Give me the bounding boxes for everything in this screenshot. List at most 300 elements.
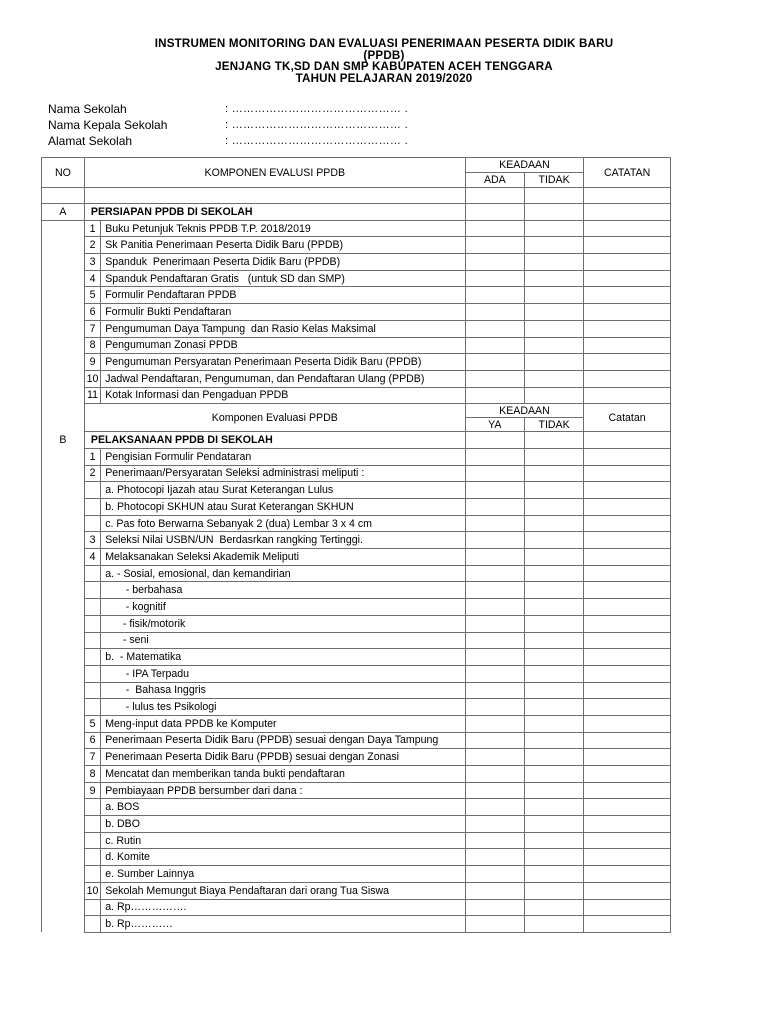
checkbox-cell-no[interactable] [524, 549, 583, 566]
section-column-cell [42, 404, 85, 432]
notes-cell[interactable] [584, 699, 671, 716]
checkbox-cell-no[interactable] [524, 632, 583, 649]
section-column-cell [42, 799, 85, 816]
checkbox-cell-no[interactable] [524, 220, 583, 237]
item-number: 2 [84, 465, 100, 482]
table-row [42, 254, 671, 271]
item-number: 4 [84, 549, 100, 566]
section-column-cell [42, 337, 85, 354]
checkbox-cell-no[interactable] [524, 715, 583, 732]
item-text: Pengumuman Daya Tampung dan Rasio Kelas Maksimal [101, 320, 466, 337]
section-column-cell [42, 354, 85, 371]
checkbox-cell-yes[interactable] [465, 766, 524, 783]
notes-cell[interactable] [584, 732, 671, 749]
item-number: 1 [84, 220, 100, 237]
table-row [42, 270, 671, 287]
table-row [42, 782, 671, 799]
item-text: - Bahasa Inggris [101, 682, 466, 699]
table-row [42, 599, 671, 616]
checkbox-cell-yes[interactable] [465, 370, 524, 387]
item-number: 5 [84, 287, 100, 304]
item-number [84, 682, 100, 699]
section-column-cell [42, 749, 85, 766]
checkbox-cell-no[interactable] [524, 732, 583, 749]
item-text: a. BOS [101, 799, 466, 816]
item-text: b. - Matematika [101, 649, 466, 666]
item-text: b. Rp………… [101, 916, 466, 933]
checkbox-cell-no[interactable] [524, 649, 583, 666]
checkbox-cell-no[interactable] [524, 254, 583, 271]
section-column-cell [42, 832, 85, 849]
notes-cell[interactable] [584, 916, 671, 933]
section-column-cell [42, 882, 85, 899]
item-number: 8 [84, 337, 100, 354]
section-column-cell [42, 732, 85, 749]
item-text: Kotak Informasi dan Pengaduan PPDB [101, 387, 466, 404]
section-b-letter: B [42, 432, 85, 449]
table-row [42, 916, 671, 933]
item-text: a. - Sosial, emosional, dan kemandirian [101, 565, 466, 582]
notes-cell[interactable] [584, 682, 671, 699]
section-column-cell [42, 615, 85, 632]
item-number [84, 482, 100, 499]
table-header-row [42, 158, 671, 173]
notes-cell[interactable] [584, 816, 671, 833]
checkbox-cell-yes[interactable] [465, 632, 524, 649]
table-row [42, 665, 671, 682]
ident-value: : ……………………………………… . [225, 119, 408, 131]
checkbox-cell-yes[interactable] [465, 354, 524, 371]
item-number [84, 849, 100, 866]
header-b-ya: YA [465, 418, 524, 432]
table-row [42, 866, 671, 883]
ident-label: Nama Kepala Sekolah [48, 118, 168, 132]
item-number [84, 599, 100, 616]
notes-cell[interactable] [584, 499, 671, 516]
section-b-title: PELAKSANAAN PPDB DI SEKOLAH [84, 432, 465, 449]
item-text: Meng-input data PPDB ke Komputer [101, 715, 466, 732]
item-text: Jadwal Pendaftaran, Pengumuman, dan Pendaftaran Ulang (PPDB) [101, 370, 466, 387]
item-text: c. Pas foto Berwarna Sebanyak 2 (dua) Lembar 3 x 4 cm [101, 515, 466, 532]
table-row [42, 582, 671, 599]
checkbox-cell-yes[interactable] [465, 882, 524, 899]
item-text: d. Komite [101, 849, 466, 866]
table-row [42, 632, 671, 649]
checkbox-cell-no[interactable] [524, 866, 583, 883]
header-b-komponen: Komponen Evaluasi PPDB [84, 404, 465, 432]
table-header-row-b [42, 404, 671, 418]
checkbox-cell-yes[interactable] [465, 699, 524, 716]
item-text: Formulir Pendaftaran PPDB [101, 287, 466, 304]
item-text: b. Photocopi SKHUN atau Surat Keterangan SKHUN [101, 499, 466, 516]
header-tidak: TIDAK [524, 173, 583, 188]
title-line-4: TAHUN PELAJARAN 2019/2020 [295, 71, 473, 85]
section-column-cell [42, 766, 85, 783]
checkbox-cell-no[interactable] [524, 615, 583, 632]
table-row [42, 732, 671, 749]
section-column-cell [42, 715, 85, 732]
header-b-keadaan: KEADAAN [465, 404, 583, 418]
section-a-header [42, 204, 671, 221]
checkbox-cell-yes[interactable] [465, 832, 524, 849]
item-number: 7 [84, 749, 100, 766]
section-column-cell [42, 699, 85, 716]
notes-cell[interactable] [584, 270, 671, 287]
title-line-2: (PPDB) [363, 48, 405, 62]
table-row [42, 799, 671, 816]
checkbox-cell-yes[interactable] [465, 465, 524, 482]
checkbox-cell-yes[interactable] [465, 549, 524, 566]
notes-cell[interactable] [584, 849, 671, 866]
item-text: a. Photocopi Ijazah atau Surat Keterangan Lulus [101, 482, 466, 499]
item-text: b. DBO [101, 816, 466, 833]
item-text: Sk Panitia Penerimaan Peserta Didik Baru (PPDB) [101, 237, 466, 254]
blank-row [42, 188, 671, 204]
section-column-cell [42, 370, 85, 387]
notes-cell[interactable] [584, 866, 671, 883]
section-a-letter: A [42, 204, 85, 221]
notes-cell[interactable] [584, 882, 671, 899]
notes-cell[interactable] [584, 354, 671, 371]
item-number: 10 [84, 370, 100, 387]
notes-cell[interactable] [584, 304, 671, 321]
section-column-cell [42, 482, 85, 499]
checkbox-cell-no[interactable] [524, 565, 583, 582]
header-ada: ADA [465, 173, 524, 188]
item-number [84, 632, 100, 649]
table-row [42, 499, 671, 516]
table-row [42, 766, 671, 783]
item-text: Seleksi Nilai USBN/UN Berdasrkan rangking Tertinggi. [101, 532, 466, 549]
item-number [84, 832, 100, 849]
item-number [84, 899, 100, 916]
item-text: Penerimaan Peserta Didik Baru (PPDB) sesuai dengan Daya Tampung [101, 732, 466, 749]
section-column-cell [42, 287, 85, 304]
section-column-cell [42, 782, 85, 799]
notes-cell[interactable] [584, 715, 671, 732]
checkbox-cell-yes[interactable] [465, 304, 524, 321]
item-number: 3 [84, 532, 100, 549]
checkbox-cell-yes[interactable] [465, 565, 524, 582]
table-row [42, 715, 671, 732]
item-text: Sekolah Memungut Biaya Pendaftaran dari orang Tua Siswa [101, 882, 466, 899]
checkbox-cell-no[interactable] [524, 816, 583, 833]
notes-cell[interactable] [584, 532, 671, 549]
item-number [84, 582, 100, 599]
checkbox-cell-yes[interactable] [465, 320, 524, 337]
checkbox-cell-yes[interactable] [465, 782, 524, 799]
notes-cell[interactable] [584, 599, 671, 616]
checkbox-cell-no[interactable] [524, 882, 583, 899]
checkbox-cell-no[interactable] [524, 287, 583, 304]
notes-cell[interactable] [584, 287, 671, 304]
item-number: 9 [84, 354, 100, 371]
notes-cell[interactable] [584, 766, 671, 783]
notes-cell[interactable] [584, 615, 671, 632]
checkbox-cell-no[interactable] [524, 304, 583, 321]
item-text: - kognitif [101, 599, 466, 616]
evaluation-table-body [42, 158, 671, 933]
section-b-header [42, 432, 671, 449]
table-row [42, 465, 671, 482]
checkbox-cell-no[interactable] [524, 766, 583, 783]
item-text: Penerimaan/Persyaratan Seleksi administrasi meliputi : [101, 465, 466, 482]
section-column-cell [42, 270, 85, 287]
checkbox-cell-no[interactable] [524, 916, 583, 933]
table-row [42, 832, 671, 849]
item-text: Melaksanakan Seleksi Akademik Meliputi [101, 549, 466, 566]
notes-cell[interactable] [584, 320, 671, 337]
checkbox-cell-yes[interactable] [465, 254, 524, 271]
section-column-cell [42, 465, 85, 482]
checkbox-cell-no[interactable] [524, 849, 583, 866]
table-row [42, 532, 671, 549]
item-number: 4 [84, 270, 100, 287]
checkbox-cell-no[interactable] [524, 387, 583, 404]
checkbox-cell-yes[interactable] [465, 287, 524, 304]
checkbox-cell-yes[interactable] [465, 532, 524, 549]
item-text: a. Rp……………. [101, 899, 466, 916]
table-row [42, 370, 671, 387]
checkbox-cell-no[interactable] [524, 354, 583, 371]
notes-cell[interactable] [584, 899, 671, 916]
checkbox-cell-yes[interactable] [465, 799, 524, 816]
checkbox-cell-no[interactable] [524, 465, 583, 482]
item-number: 11 [84, 387, 100, 404]
title-line-3: JENJANG TK,SD DAN SMP KABUPATEN ACEH TENGGARA [215, 60, 553, 73]
section-column-cell [42, 220, 85, 237]
checkbox-cell-no[interactable] [524, 599, 583, 616]
ident-value: : ……………………………………… . [225, 135, 408, 147]
notes-cell[interactable] [584, 515, 671, 532]
section-column-cell [42, 665, 85, 682]
item-text: Mencatat dan memberikan tanda bukti pendaftaran [101, 766, 466, 783]
item-text: Penerimaan Peserta Didik Baru (PPDB) sesuai dengan Zonasi [101, 749, 466, 766]
table-row [42, 387, 671, 404]
checkbox-cell-yes[interactable] [465, 387, 524, 404]
section-column-cell [42, 237, 85, 254]
checkbox-cell-yes[interactable] [465, 849, 524, 866]
notes-cell[interactable] [584, 665, 671, 682]
section-column-cell [42, 599, 85, 616]
checkbox-cell-no[interactable] [524, 499, 583, 516]
checkbox-cell-yes[interactable] [465, 582, 524, 599]
checkbox-cell-yes[interactable] [465, 337, 524, 354]
notes-cell[interactable] [584, 387, 671, 404]
table-row [42, 849, 671, 866]
notes-cell[interactable] [584, 749, 671, 766]
item-number [84, 515, 100, 532]
checkbox-cell-no[interactable] [524, 832, 583, 849]
item-number: 10 [84, 882, 100, 899]
section-column-cell [42, 682, 85, 699]
item-number [84, 816, 100, 833]
checkbox-cell-yes[interactable] [465, 732, 524, 749]
table-row [42, 899, 671, 916]
checkbox-cell-no[interactable] [524, 799, 583, 816]
ident-value: : ……………………………………… . [225, 103, 408, 115]
notes-cell[interactable] [584, 782, 671, 799]
item-text: Spanduk Penerimaan Peserta Didik Baru (PPDB) [101, 254, 466, 271]
header-b-catatan: Catatan [584, 404, 671, 432]
notes-cell[interactable] [584, 565, 671, 582]
notes-cell[interactable] [584, 832, 671, 849]
item-number: 7 [84, 320, 100, 337]
checkbox-cell-no[interactable] [524, 320, 583, 337]
notes-cell[interactable] [584, 482, 671, 499]
notes-cell[interactable] [584, 465, 671, 482]
checkbox-cell-yes[interactable] [465, 715, 524, 732]
table-row [42, 615, 671, 632]
notes-cell[interactable] [584, 220, 671, 237]
checkbox-cell-no[interactable] [524, 532, 583, 549]
table-row [42, 304, 671, 321]
item-number [84, 615, 100, 632]
section-column-cell [42, 899, 85, 916]
title-line-1: INSTRUMEN MONITORING DAN EVALUASI PENERIMAAN PESERTA DIDIK BARU [154, 37, 614, 50]
checkbox-cell-yes[interactable] [465, 682, 524, 699]
document-title [0, 38, 768, 84]
ident-label: Alamat Sekolah [48, 134, 133, 148]
checkbox-cell-yes[interactable] [465, 615, 524, 632]
checkbox-cell-yes[interactable] [465, 237, 524, 254]
header-catatan: CATATAN [584, 158, 671, 188]
item-number [84, 565, 100, 582]
checkbox-cell-no[interactable] [524, 582, 583, 599]
section-column-cell [42, 565, 85, 582]
item-number [84, 916, 100, 933]
table-row [42, 565, 671, 582]
evaluation-table [41, 157, 671, 933]
table-row [42, 699, 671, 716]
checkbox-cell-yes[interactable] [465, 220, 524, 237]
checkbox-cell-yes[interactable] [465, 499, 524, 516]
table-row [42, 515, 671, 532]
checkbox-cell-no[interactable] [524, 482, 583, 499]
item-text: - berbahasa [101, 582, 466, 599]
item-text: - fisik/motorik [101, 615, 466, 632]
checkbox-cell-no[interactable] [524, 899, 583, 916]
section-column-cell [42, 532, 85, 549]
section-column-cell [42, 632, 85, 649]
notes-cell[interactable] [584, 549, 671, 566]
item-text: Buku Petunjuk Teknis PPDB T.P. 2018/2019 [101, 220, 466, 237]
checkbox-cell-no[interactable] [524, 782, 583, 799]
section-a-title: PERSIAPAN PPDB DI SEKOLAH [84, 204, 465, 221]
checkbox-cell-no[interactable] [524, 682, 583, 699]
table-row [42, 882, 671, 899]
item-number: 3 [84, 254, 100, 271]
item-number: 2 [84, 237, 100, 254]
header-no: NO [42, 158, 85, 188]
checkbox-cell-yes[interactable] [465, 749, 524, 766]
section-column-cell [42, 387, 85, 404]
notes-cell[interactable] [584, 254, 671, 271]
checkbox-cell-no[interactable] [524, 337, 583, 354]
checkbox-cell-yes[interactable] [465, 816, 524, 833]
checkbox-cell-no[interactable] [524, 448, 583, 465]
section-column-cell [42, 304, 85, 321]
item-number: 6 [84, 732, 100, 749]
header-komponen: KOMPONEN EVALUSI PPDB [84, 158, 465, 188]
item-number: 6 [84, 304, 100, 321]
header-keadaan: KEADAAN [465, 158, 583, 173]
notes-cell[interactable] [584, 632, 671, 649]
checkbox-cell-yes[interactable] [465, 665, 524, 682]
table-row [42, 320, 671, 337]
section-column-cell [42, 549, 85, 566]
item-number: 8 [84, 766, 100, 783]
notes-cell[interactable] [584, 582, 671, 599]
item-text: - seni [101, 632, 466, 649]
notes-cell[interactable] [584, 237, 671, 254]
checkbox-cell-no[interactable] [524, 270, 583, 287]
item-number [84, 699, 100, 716]
item-number [84, 649, 100, 666]
item-text: c. Rutin [101, 832, 466, 849]
table-row [42, 287, 671, 304]
notes-cell[interactable] [584, 337, 671, 354]
checkbox-cell-yes[interactable] [465, 649, 524, 666]
item-text: Formulir Bukti Pendaftaran [101, 304, 466, 321]
section-column-cell [42, 320, 85, 337]
item-text: Pembiayaan PPDB bersumber dari dana : [101, 782, 466, 799]
notes-cell[interactable] [584, 799, 671, 816]
checkbox-cell-yes[interactable] [465, 599, 524, 616]
item-number: 5 [84, 715, 100, 732]
table-row [42, 354, 671, 371]
item-text: e. Sumber Lainnya [101, 866, 466, 883]
item-text: - IPA Terpadu [101, 665, 466, 682]
section-column-cell [42, 499, 85, 516]
header-b-tidak: TIDAK [524, 418, 583, 432]
table-row [42, 549, 671, 566]
checkbox-cell-no[interactable] [524, 515, 583, 532]
table-row [42, 237, 671, 254]
table-row [42, 682, 671, 699]
section-column-cell [42, 849, 85, 866]
item-number [84, 799, 100, 816]
section-column-cell [42, 448, 85, 465]
item-number [84, 665, 100, 682]
checkbox-cell-no[interactable] [524, 237, 583, 254]
checkbox-cell-yes[interactable] [465, 270, 524, 287]
section-column-cell [42, 816, 85, 833]
section-column-cell [42, 515, 85, 532]
checkbox-cell-yes[interactable] [465, 899, 524, 916]
checkbox-cell-yes[interactable] [465, 515, 524, 532]
item-text: Pengumuman Persyaratan Penerimaan Peserta Didik Baru (PPDB) [101, 354, 466, 371]
checkbox-cell-no[interactable] [524, 370, 583, 387]
checkbox-cell-yes[interactable] [465, 482, 524, 499]
item-number: 1 [84, 448, 100, 465]
checkbox-cell-yes[interactable] [465, 866, 524, 883]
notes-cell[interactable] [584, 370, 671, 387]
checkbox-cell-no[interactable] [524, 749, 583, 766]
item-text: Pengumuman Zonasi PPDB [101, 337, 466, 354]
checkbox-cell-yes[interactable] [465, 916, 524, 933]
section-column-cell [42, 866, 85, 883]
notes-cell[interactable] [584, 649, 671, 666]
table-row [42, 220, 671, 237]
notes-cell[interactable] [584, 448, 671, 465]
checkbox-cell-no[interactable] [524, 665, 583, 682]
table-row [42, 482, 671, 499]
checkbox-cell-yes[interactable] [465, 448, 524, 465]
item-number: 9 [84, 782, 100, 799]
checkbox-cell-no[interactable] [524, 699, 583, 716]
section-column-cell [42, 916, 85, 933]
